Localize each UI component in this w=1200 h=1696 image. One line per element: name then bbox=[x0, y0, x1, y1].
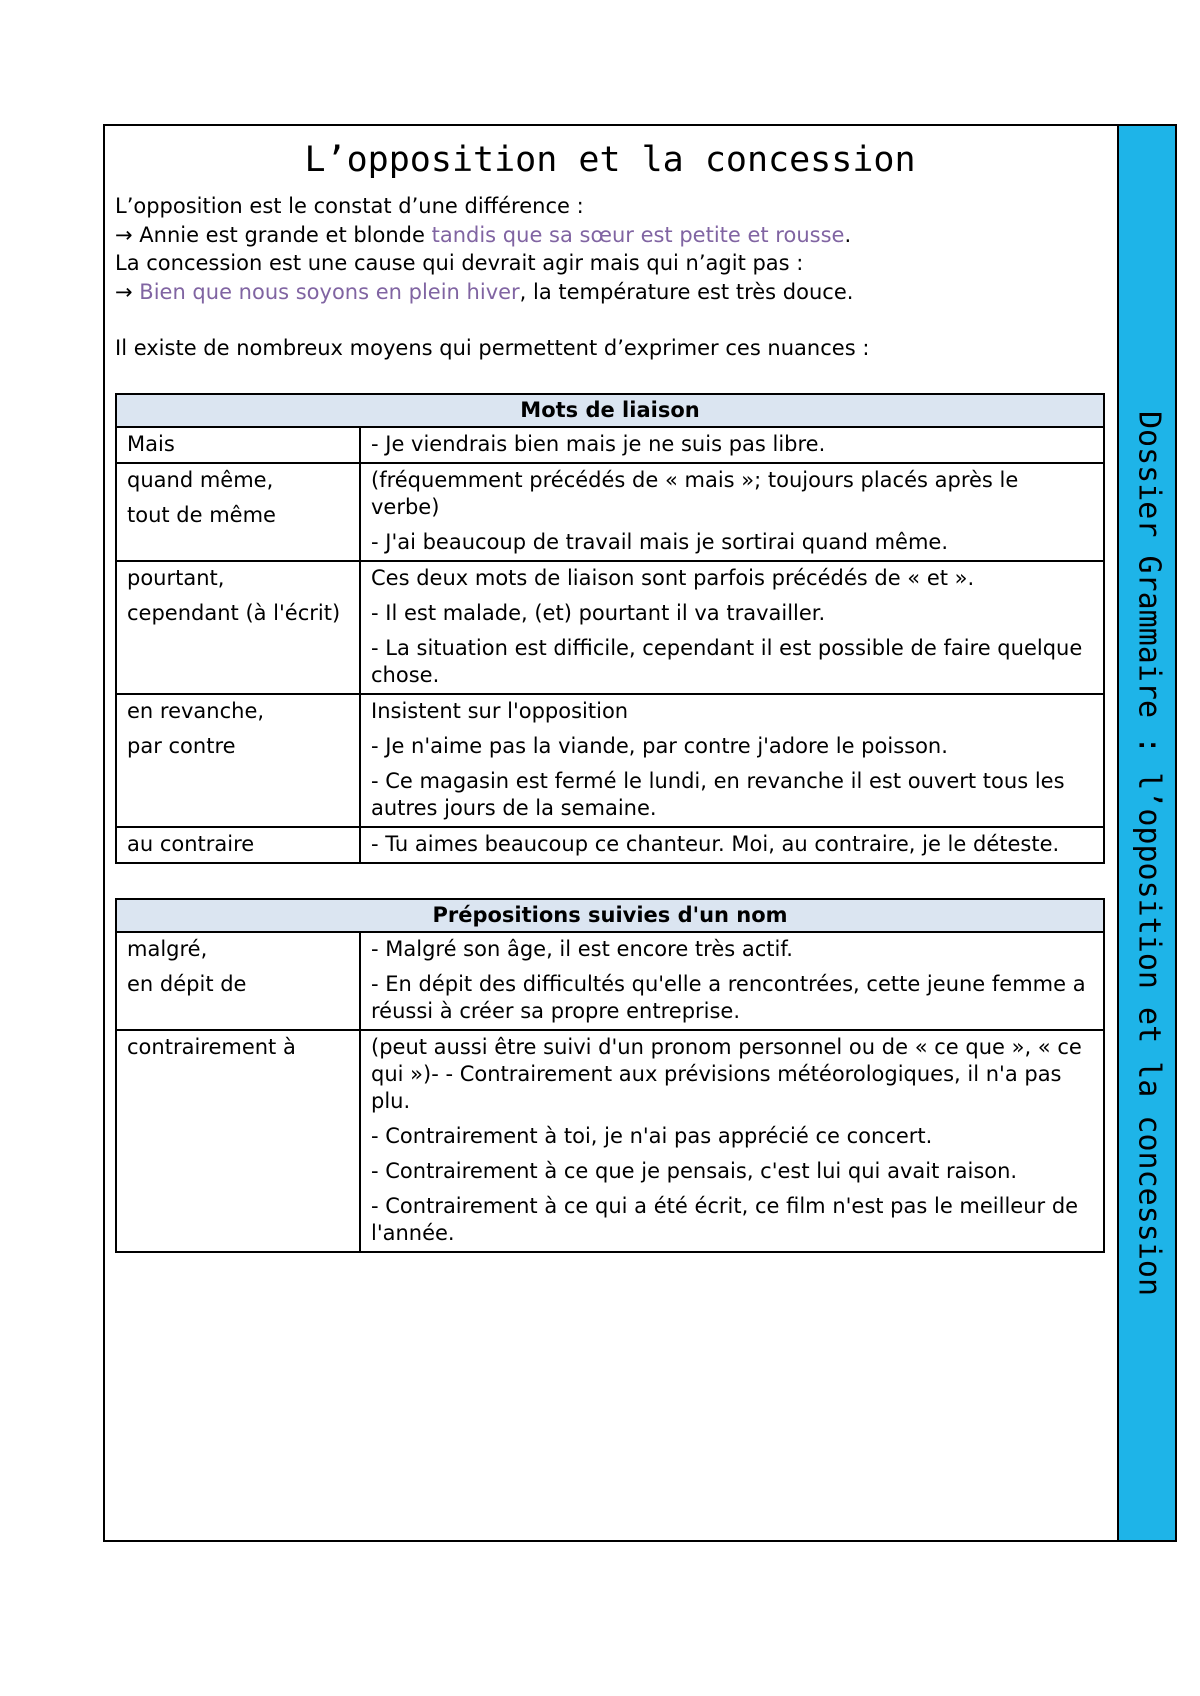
intro-line-2 bbox=[115, 221, 1105, 250]
example-text: Insistent sur l'opposition bbox=[371, 698, 629, 723]
term-cell bbox=[116, 827, 360, 863]
main-content bbox=[115, 138, 1105, 1253]
table-row bbox=[116, 694, 1104, 827]
table-row bbox=[116, 932, 1104, 1030]
table-mots-de-liaison bbox=[115, 393, 1105, 864]
example-text: - La situation est difficile, cependant il est possible de faire quelque chose. bbox=[371, 635, 1083, 687]
example-cell bbox=[360, 932, 1104, 1030]
example-cell bbox=[360, 463, 1104, 561]
table-row bbox=[116, 1030, 1104, 1252]
table-header: Mots de liaison bbox=[116, 394, 1104, 427]
example-text: - En dépit des difficultés qu'elle a rencontrées, cette jeune femme a réussi à créer sa propre entreprise. bbox=[371, 971, 1086, 1023]
term-text: au contraire bbox=[127, 831, 255, 856]
term-cell bbox=[116, 427, 360, 463]
table-body bbox=[116, 932, 1104, 1252]
intro-line-2-prefix: → Annie est grande et blonde bbox=[115, 222, 432, 247]
example-cell bbox=[360, 561, 1104, 694]
example-text: - Il est malade, (et) pourtant il va travailler. bbox=[371, 600, 826, 625]
example-text: (peut aussi être suivi d'un pronom personnel ou de « ce que », « ce qui »)- - Contrairement aux prévisions météorologiques, il n'a pas plu. bbox=[371, 1034, 1082, 1113]
example-text: (fréquemment précédés de « mais »; toujours placés après le verbe) bbox=[371, 467, 1019, 519]
table-row bbox=[116, 427, 1104, 463]
example-text: - Je n'aime pas la viande, par contre j'adore le poisson. bbox=[371, 733, 948, 758]
term-text: malgré, bbox=[127, 936, 208, 961]
intro-line-3: La concession est une cause qui devrait agir mais qui n’agit pas : bbox=[115, 251, 804, 275]
intro-line-4-suffix: , la température est très douce. bbox=[519, 279, 854, 304]
term-text: quand même, bbox=[127, 467, 274, 492]
term-text: en revanche, bbox=[127, 698, 265, 723]
intro-line-2-highlight: tandis que sa sœur est petite et rousse bbox=[431, 222, 845, 247]
example-text: - Contrairement à ce que je pensais, c'est lui qui avait raison. bbox=[371, 1158, 1018, 1183]
table-body bbox=[116, 427, 1104, 863]
example-text: - Contrairement à ce qui a été écrit, ce film n'est pas le meilleur de l'année. bbox=[371, 1193, 1079, 1245]
example-text: - Ce magasin est fermé le lundi, en revanche il est ouvert tous les autres jours de la semaine. bbox=[371, 768, 1065, 820]
table-header-row bbox=[116, 394, 1104, 427]
intro-line-4-highlight: Bien que nous soyons en plein hiver bbox=[139, 279, 520, 304]
page-title: L’opposition et la concession bbox=[304, 140, 916, 180]
table-row bbox=[116, 827, 1104, 863]
intro-line-5: Il existe de nombreux moyens qui permettent d’exprimer ces nuances : bbox=[115, 336, 870, 360]
term-text: par contre bbox=[127, 733, 236, 758]
table-header: Prépositions suivies d'un nom bbox=[116, 899, 1104, 932]
intro-line-2-suffix: . bbox=[844, 222, 852, 247]
term-cell bbox=[116, 463, 360, 561]
term-text: contrairement à bbox=[127, 1034, 296, 1059]
intro-line-1: L’opposition est le constat d’une différence : bbox=[115, 194, 584, 218]
term-text: Mais bbox=[127, 431, 175, 456]
example-text: - J'ai beaucoup de travail mais je sortirai quand même. bbox=[371, 529, 948, 554]
intro-line-4 bbox=[115, 278, 1105, 307]
table-prepositions bbox=[115, 898, 1105, 1253]
intro-section bbox=[115, 192, 1105, 363]
term-cell bbox=[116, 1030, 360, 1252]
example-cell bbox=[360, 1030, 1104, 1252]
intro-line-4-prefix: → bbox=[115, 279, 140, 304]
term-text: en dépit de bbox=[127, 971, 247, 996]
example-text: - Contrairement à toi, je n'ai pas apprécié ce concert. bbox=[371, 1123, 933, 1148]
term-cell bbox=[116, 694, 360, 827]
table-row bbox=[116, 463, 1104, 561]
term-cell bbox=[116, 932, 360, 1030]
example-cell bbox=[360, 427, 1104, 463]
term-text: pourtant, bbox=[127, 565, 225, 590]
example-text: Ces deux mots de liaison sont parfois précédés de « et ». bbox=[371, 565, 975, 590]
sidebar-band bbox=[1117, 124, 1177, 1542]
example-cell bbox=[360, 694, 1104, 827]
term-text: tout de même bbox=[127, 502, 276, 527]
term-text: cependant (à l'écrit) bbox=[127, 600, 341, 625]
term-cell bbox=[116, 561, 360, 694]
example-text: - Je viendrais bien mais je ne suis pas libre. bbox=[371, 431, 826, 456]
example-text: - Tu aimes beaucoup ce chanteur. Moi, au contraire, je le déteste. bbox=[371, 831, 1060, 856]
table-row bbox=[116, 561, 1104, 694]
table-header-row bbox=[116, 899, 1104, 932]
intro-spacer bbox=[115, 306, 1105, 334]
example-cell bbox=[360, 827, 1104, 863]
sidebar-label: Dossier Grammaire : l’opposition et la concession bbox=[1131, 411, 1167, 1297]
example-text: - Malgré son âge, il est encore très actif. bbox=[371, 936, 793, 961]
